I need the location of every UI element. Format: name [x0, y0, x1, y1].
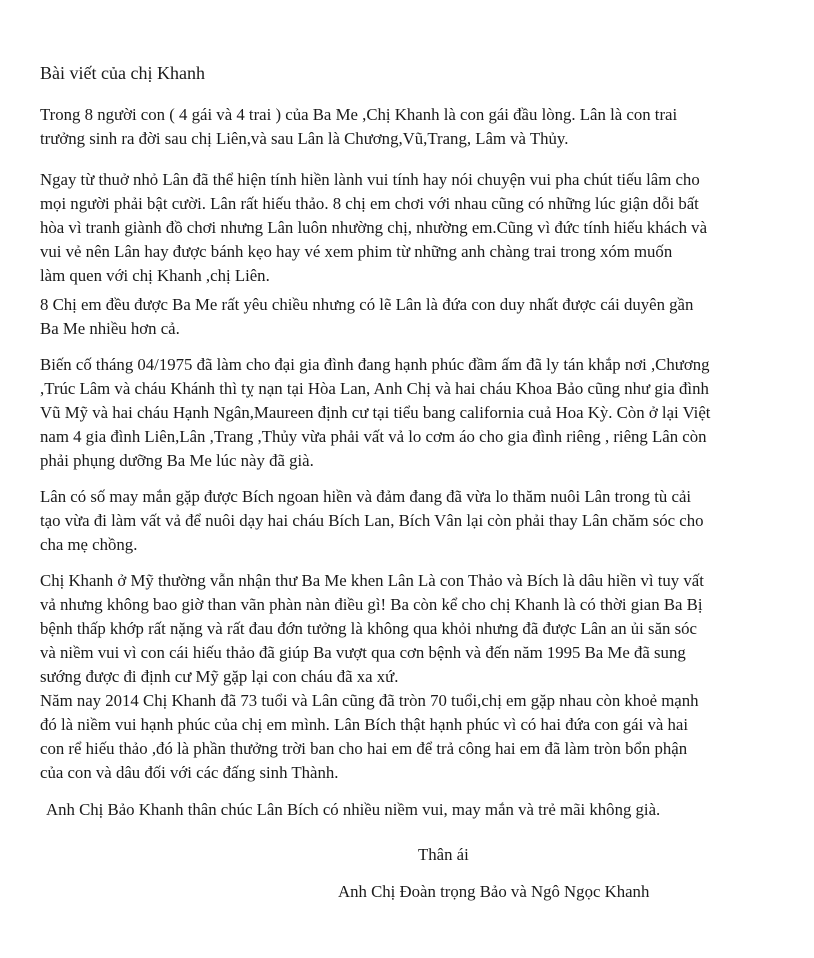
text-line: của con và dâu đối với các đấng sinh Thành.	[40, 763, 339, 782]
text-line: Anh Chị Bảo Khanh thân chúc Lân Bích có nhiều niềm vui, may mắn và trẻ mãi không già.	[46, 800, 661, 819]
text-line: đó là niềm vui hạnh phúc của chị em mình. Lân Bích thật hạnh phúc vì có hai đứa con gái và hai	[40, 715, 688, 734]
paragraph-family-intro	[40, 103, 790, 151]
text-line: Chị Khanh ở Mỹ thường vẫn nhận thư Ba Me khen Lân Là con Thảo và Bích là dâu hiền vì tuy vất	[40, 571, 704, 590]
paragraph-bich	[40, 485, 790, 557]
paragraph-parents-love	[40, 293, 790, 341]
signature-line: Anh Chị Đoàn trọng Bảo và Ngô Ngọc Khanh	[338, 882, 650, 901]
text-line: hòa vì tranh giành đồ chơi nhưng Lân luôn nhường chị, nhường em.Cũng vì đức tính hiếu khách và	[40, 218, 708, 237]
text-line: Biến cố tháng 04/1975 đã làm cho đại gia đình đang hạnh phúc đầm ấm đã ly tán khắp nơi ,Chương	[40, 355, 710, 374]
text-line: mọi người phải bật cười. Lân rất hiếu thảo. 8 chị em chơi với nhau cũng có những lúc giận dỗi bất	[40, 194, 699, 213]
text-line: Năm nay 2014 Chị Khanh đã 73 tuổi và Lân cũng đã tròn 70 tuổi,chị em gặp nhau còn khoẻ mạnh	[40, 691, 699, 710]
text-line: ,Trúc Lâm và cháu Khánh thì tỵ nạn tại Hòa Lan, Anh Chị và hai cháu Khoa Bảo cũng như gia đình	[40, 379, 709, 398]
text-line: trưởng sinh ra đời sau chị Liên,và sau Lân là Chương,Vũ,Trang, Lâm và Thủy.	[40, 129, 569, 148]
text-line: bệnh thấp khớp rất nặng và rất đau đớn tưởng là không qua khỏi nhưng đã được Lân an ủi săn sóc	[40, 619, 697, 638]
text-line: sướng được đi định cư Mỹ gặp lại con cháu đã xa xứ.	[40, 667, 399, 686]
text-line: con rể hiếu thảo ,đó là phần thưởng trời ban cho hai em để trả công hai em đã làm tròn bổn phận	[40, 739, 688, 758]
text-line: cha mẹ chồng.	[40, 535, 138, 554]
text-line: làm quen với chị Khanh ,chị Liên.	[40, 266, 270, 285]
paragraph-letters-from-parents	[40, 569, 790, 689]
text-line: nam 4 gia đình Liên,Lân ,Trang ,Thủy vừa phải vất vả lo cơm áo cho gia đình riêng , riêng Lân còn	[40, 427, 707, 446]
text-line: vả nhưng không bao giờ than vãn phàn nàn điều gì! Ba còn kể cho chị Khanh là có thời gian Ba Bị	[40, 595, 703, 614]
text-line: Lân có số may mắn gặp được Bích ngoan hiền và đảm đang đã vừa lo thăm nuôi Lân trong tù cải	[40, 487, 692, 506]
text-line: phải phụng dưỡng Ba Me lúc này đã già.	[40, 451, 314, 470]
text-line: 8 Chị em đều được Ba Me rất yêu chiều nhưng có lẽ Lân là đứa con duy nhất được cái duyên gần	[40, 295, 694, 314]
letter-title: Bài viết của chị Khanh	[40, 63, 205, 83]
text-line: Vũ Mỹ và hai cháu Hạnh Ngân,Maureen định cư tại tiểu bang california cuả Hoa Kỳ. Còn ở lại Việt	[40, 403, 711, 422]
closing-salutation: Thân ái	[418, 845, 469, 864]
text-line: tạo vừa đi làm vất vả để nuôi dạy hai cháu Bích Lan, Bích Vân lại còn phải thay Lân chăm sóc cho	[40, 511, 704, 530]
text-line: và niềm vui vì con cái hiếu thảo đã giúp Ba vượt qua cơn bệnh và đến năm 1995 Ba Me đã sung	[40, 643, 686, 662]
paragraph-2014	[40, 689, 790, 785]
paragraph-childhood	[40, 168, 790, 288]
text-line: Trong 8 người con ( 4 gái và 4 trai ) của Ba Me ,Chị Khanh là con gái đầu lòng. Lân là con trai	[40, 105, 678, 124]
paragraph-wishes	[46, 798, 796, 822]
text-line: Ngay từ thuở nhỏ Lân đã thể hiện tính hiền lành vui tính hay nói chuyện vui pha chút tiếu lâm cho	[40, 170, 700, 189]
paragraph-1975-events	[40, 353, 790, 473]
text-line: Ba Me nhiều hơn cả.	[40, 319, 180, 338]
text-line: vui vẻ nên Lân hay được bánh kẹo hay vé xem phim từ những anh chàng trai trong xóm muốn	[40, 242, 673, 261]
